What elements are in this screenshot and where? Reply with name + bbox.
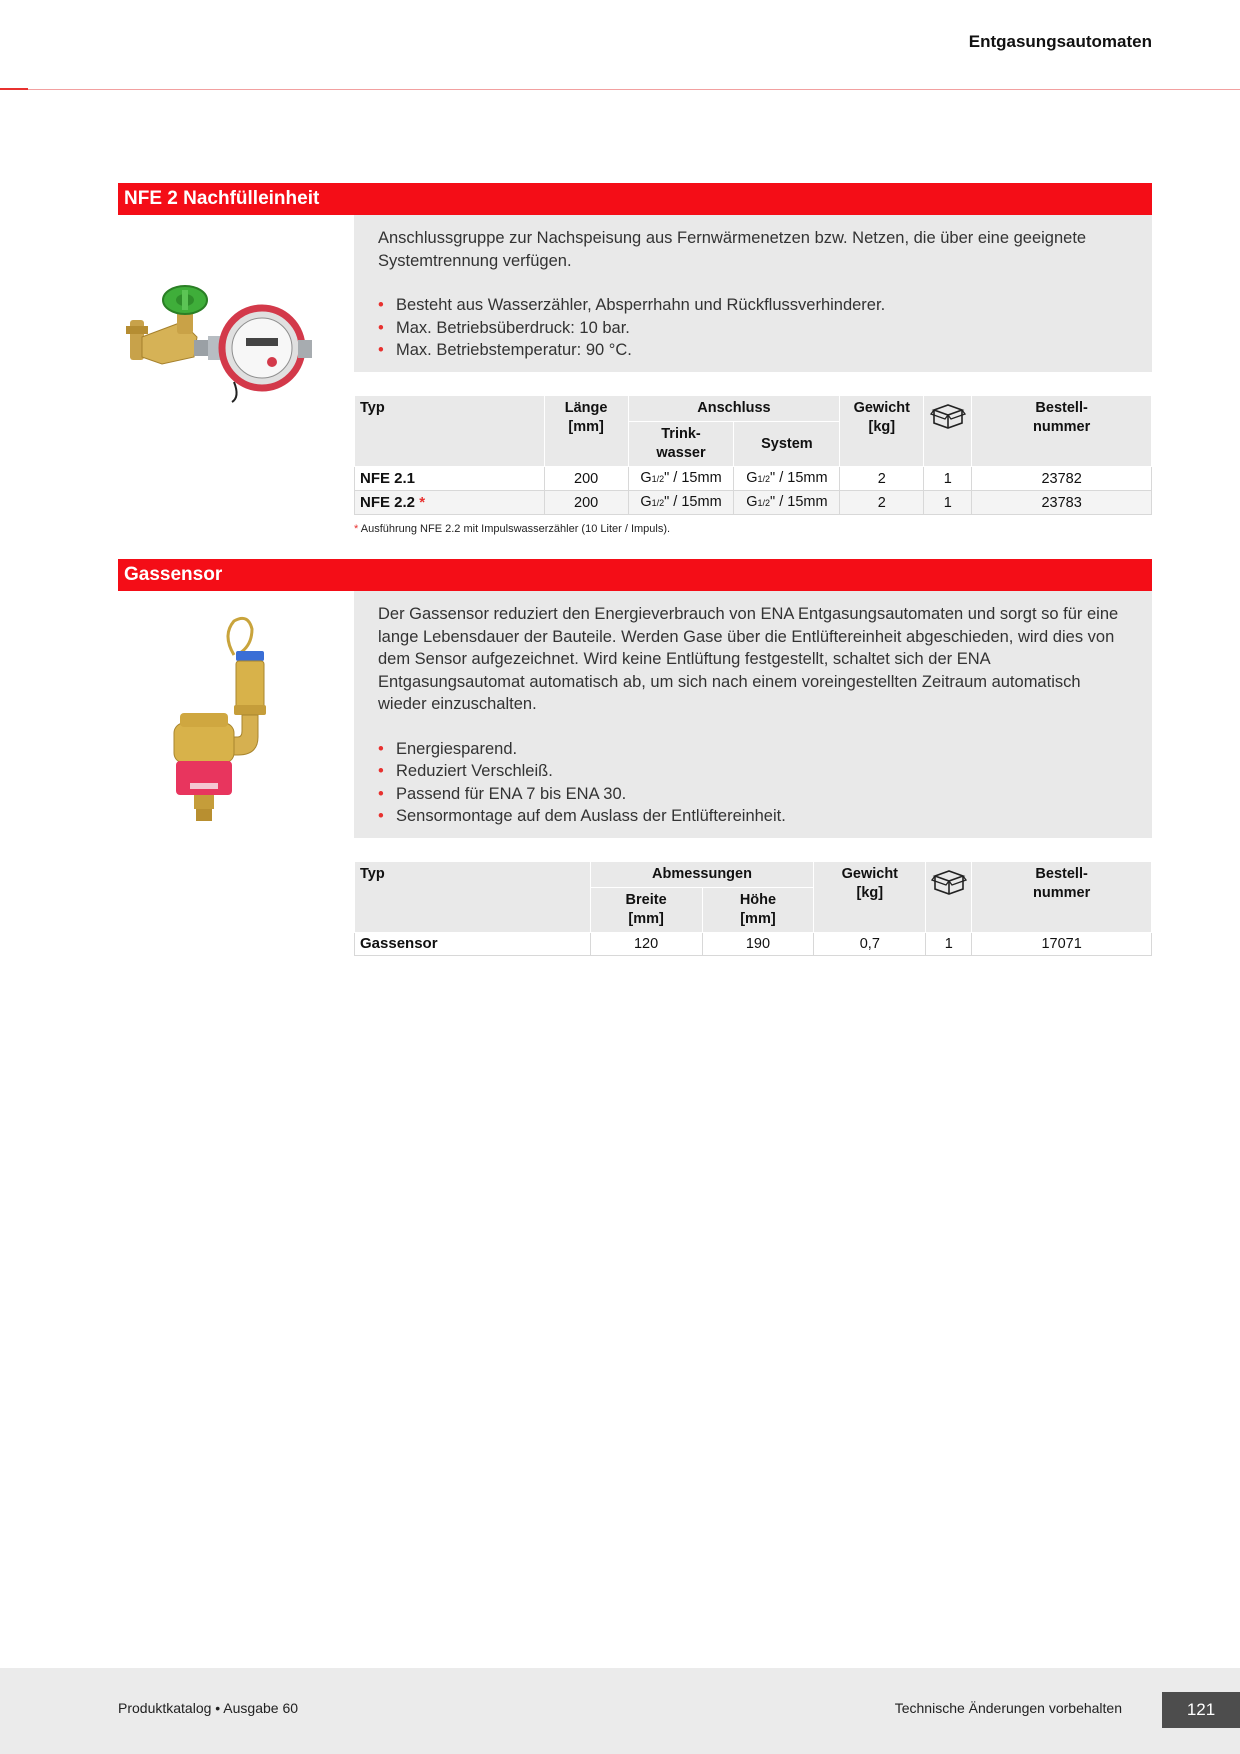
cell-trinkwasser: G1/2" / 15mm	[628, 491, 734, 515]
box-icon	[930, 402, 966, 430]
nfe-feature-list	[378, 294, 1128, 362]
table-row	[355, 933, 1152, 956]
col-header-gewicht: Gewicht [kg]	[840, 396, 924, 467]
list-item: • Energiesparend.	[378, 738, 1128, 761]
gassensor-feature-list	[378, 738, 1128, 828]
cell-gewicht: 2	[840, 467, 924, 491]
cell-breite: 120	[590, 933, 702, 956]
nfe-description-panel	[354, 215, 1152, 372]
col-header-packaging	[926, 862, 972, 933]
cell-hoehe: 190	[702, 933, 814, 956]
col-header-anschluss: Anschluss	[628, 396, 840, 422]
section-title-gassensor: Gassensor	[118, 559, 1152, 591]
col-header-typ: Typ	[355, 396, 545, 467]
header-divider-accent	[0, 88, 28, 90]
box-icon	[931, 868, 967, 896]
gassensor-product-image	[160, 615, 270, 825]
nfe-description: Anschlussgruppe zur Nachspeisung aus Fernwärmenetzen bzw. Netzen, die über eine geeignete Systemtrennung verfügen.	[378, 229, 1087, 270]
list-item: • Sensormontage auf dem Auslass der Entlüftereinheit.	[378, 805, 1128, 828]
bullet-icon: •	[378, 341, 384, 359]
cell-system: G1/2" / 15mm	[734, 491, 840, 515]
table-row	[355, 467, 1152, 491]
col-header-system: System	[734, 422, 840, 467]
cell-ve: 1	[924, 467, 972, 491]
cell-gewicht: 2	[840, 491, 924, 515]
cell-typ: Gassensor	[355, 933, 591, 956]
cell-laenge: 200	[544, 467, 628, 491]
list-item: • Max. Betriebstemperatur: 90 °C.	[378, 339, 1128, 362]
col-header-trinkwasser: Trink- wasser	[628, 422, 734, 467]
bullet-icon: •	[378, 296, 384, 314]
table-row	[355, 491, 1152, 515]
footer-disclaimer: Technische Änderungen vorbehalten	[894, 1700, 1122, 1716]
cell-trinkwasser: G1/2" / 15mm	[628, 467, 734, 491]
cell-typ: NFE 2.2 *	[355, 491, 545, 515]
col-header-bestellnummer: Bestell- nummer	[972, 396, 1152, 467]
section-title-nfe: NFE 2 Nachfülleinheit	[118, 183, 1152, 215]
cell-ve: 1	[924, 491, 972, 515]
bullet-icon: •	[378, 762, 384, 780]
col-header-laenge: Länge [mm]	[544, 396, 628, 467]
list-item: • Passend für ENA 7 bis ENA 30.	[378, 783, 1128, 806]
gassensor-description: Der Gassensor reduziert den Energieverbrauch von ENA Entgasungsautomaten und sorgt so für eine lange Lebensdauer der Bauteile. Werden Gase über die Entlüftereinheit abgeschieden, wird dies von dem Sensor aufgezeichnet. Wird keine Entlüftung festgestellt, schaltet sich der ENA Entgasungsautomat automatisch ab, um sich nach einem voreingestellten Zeitraum automatisch wieder einzuschalten.	[378, 605, 1119, 713]
nfe-spec-table	[354, 395, 1152, 515]
col-header-typ: Typ	[355, 862, 591, 933]
page-header-title: Entgasungsautomaten	[968, 32, 1152, 51]
list-item: • Reduziert Verschleiß.	[378, 760, 1128, 783]
cell-bestellnummer: 23783	[972, 491, 1152, 515]
col-header-bestellnummer: Bestell- nummer	[972, 862, 1152, 933]
cell-gewicht: 0,7	[814, 933, 926, 956]
cell-bestellnummer: 17071	[972, 933, 1152, 956]
list-item: • Besteht aus Wasserzähler, Absperrhahn und Rückflussverhinderer.	[378, 294, 1128, 317]
page-number: 121	[1162, 1692, 1240, 1728]
gassensor-description-panel	[354, 591, 1152, 838]
nfe-footnote: * Ausführung NFE 2.2 mit Impulswasserzähler (10 Liter / Impuls).	[354, 523, 671, 535]
header-divider	[0, 89, 1240, 90]
list-item: • Max. Betriebsüberdruck: 10 bar.	[378, 317, 1128, 340]
cell-bestellnummer: 23782	[972, 467, 1152, 491]
bullet-icon: •	[378, 739, 384, 758]
cell-laenge: 200	[544, 491, 628, 515]
bullet-icon: •	[378, 318, 384, 337]
gassensor-spec-table	[354, 861, 1152, 956]
col-header-breite: Breite [mm]	[590, 888, 702, 933]
nfe-product-image	[122, 282, 312, 427]
col-header-gewicht: Gewicht [kg]	[814, 862, 926, 933]
bullet-icon: •	[378, 784, 384, 803]
bullet-icon: •	[378, 807, 384, 825]
col-header-packaging	[924, 396, 972, 467]
cell-ve: 1	[926, 933, 972, 956]
cell-system: G1/2" / 15mm	[734, 467, 840, 491]
col-header-hoehe: Höhe [mm]	[702, 888, 814, 933]
cell-typ: NFE 2.1	[355, 467, 545, 491]
footer-catalog-label: Produktkatalog • Ausgabe 60	[118, 1700, 299, 1716]
col-header-abmessungen: Abmessungen	[590, 862, 814, 888]
